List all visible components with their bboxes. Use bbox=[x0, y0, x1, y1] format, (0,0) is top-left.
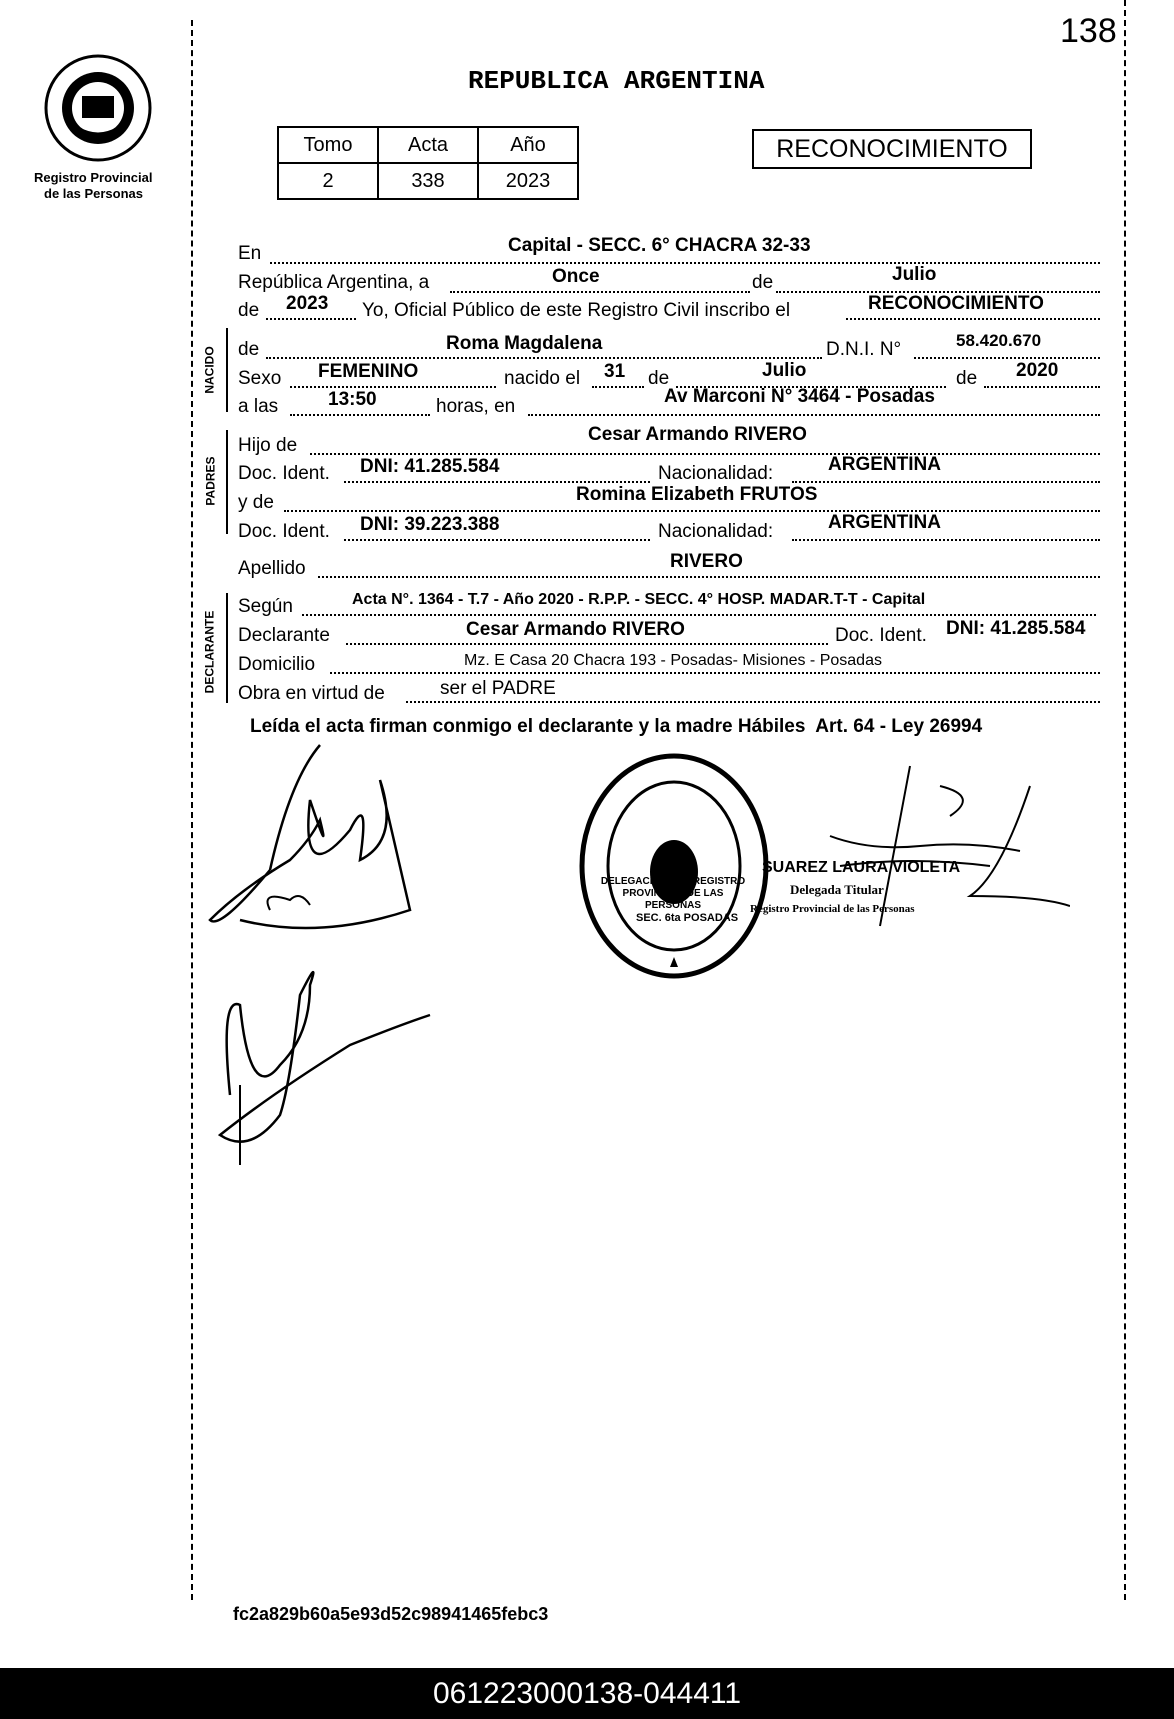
value-madre: Romina Elizabeth FRUTOS bbox=[576, 484, 818, 505]
value-madre-dni: DNI: 39.223.388 bbox=[360, 514, 500, 535]
value-declarante: Cesar Armando RIVERO bbox=[466, 619, 685, 640]
line-sexo bbox=[290, 386, 496, 388]
label-nac-de1: de bbox=[648, 368, 670, 389]
document-hash: fc2a829b60a5e93d52c98941465febc3 bbox=[233, 1604, 549, 1624]
value-anio: 2023 bbox=[478, 163, 578, 199]
value-padre-nacionalidad: ARGENTINA bbox=[828, 454, 941, 475]
stamp-section-text: SEC. 6ta POSADAS bbox=[636, 912, 739, 924]
value-lugar-registro: Capital - SECC. 6° CHACRA 32-33 bbox=[508, 235, 811, 256]
declarante-bracket bbox=[226, 593, 228, 703]
label-nac-de2: de bbox=[956, 368, 978, 389]
line-dia bbox=[450, 291, 750, 293]
label-obra: Obra en virtud de bbox=[238, 683, 385, 704]
section-label-padres: PADRES bbox=[203, 456, 218, 506]
line-declarante bbox=[346, 643, 828, 645]
label-madre-nacionalidad: Nacionalidad: bbox=[658, 521, 774, 542]
value-nac-mes: Julio bbox=[762, 360, 807, 381]
line-madre-nac bbox=[792, 539, 1100, 541]
registry-name-line2: de las Personas bbox=[44, 186, 143, 201]
label-hijo-de: Hijo de bbox=[238, 435, 298, 456]
line-en bbox=[270, 262, 1100, 264]
line-nac-anio bbox=[984, 386, 1100, 388]
value-dia: Once bbox=[552, 266, 600, 287]
line-madre bbox=[284, 510, 1100, 512]
header-tomo: Tomo bbox=[278, 127, 378, 163]
label-inscribo: Yo, Oficial Público de este Registro Civil inscribo el bbox=[362, 300, 791, 321]
label-padre-doc: Doc. Ident. bbox=[238, 463, 330, 484]
value-anio-inscripcion: 2023 bbox=[286, 293, 329, 314]
padres-bracket bbox=[226, 430, 228, 534]
left-margin-line bbox=[191, 20, 193, 1600]
value-tomo: 2 bbox=[278, 163, 378, 199]
header-anio: Año bbox=[478, 127, 578, 163]
label-en: En bbox=[238, 243, 262, 264]
label-nacido-el: nacido el bbox=[504, 368, 581, 389]
page-title: REPUBLICA ARGENTINA bbox=[468, 66, 765, 96]
line-padre-doc bbox=[344, 481, 650, 483]
label-hora: a las bbox=[238, 396, 279, 417]
value-lugar-nacimiento: Av Marconi N° 3464 - Posadas bbox=[664, 386, 935, 407]
label-dni: D.N.I. N° bbox=[826, 339, 902, 360]
right-margin-line bbox=[1124, 0, 1126, 1600]
value-acta: 338 bbox=[378, 163, 478, 199]
value-mes: Julio bbox=[892, 264, 937, 285]
line-domicilio bbox=[330, 672, 1100, 674]
document-type-box: RECONOCIMIENTO bbox=[752, 129, 1032, 169]
label-nombre: de bbox=[238, 339, 260, 360]
label-segun: Según bbox=[238, 596, 293, 617]
line-nombre bbox=[266, 357, 822, 359]
label-republica: República Argentina, a bbox=[238, 272, 430, 293]
footer-code-bar: 061223000138-044411 bbox=[0, 1668, 1174, 1719]
line-hora bbox=[290, 414, 430, 416]
header-acta: Acta bbox=[378, 127, 478, 163]
value-madre-nacionalidad: ARGENTINA bbox=[828, 512, 941, 533]
line-padre-nac bbox=[792, 481, 1100, 483]
label-madre-doc: Doc. Ident. bbox=[238, 521, 330, 542]
label-y-de: y de bbox=[238, 492, 274, 513]
label-declarante-doc: Doc. Ident. bbox=[835, 625, 927, 646]
value-padre: Cesar Armando RIVERO bbox=[588, 424, 807, 445]
value-obra: ser el PADRE bbox=[440, 678, 556, 699]
label-apellido: Apellido bbox=[238, 558, 306, 579]
section-label-declarante: DECLARANTE bbox=[202, 610, 217, 694]
value-segun: Acta N°. 1364 - T.7 - Año 2020 - R.P.P. - SECC. 4° HOSP. MADAR.T-T - Capital bbox=[352, 591, 926, 608]
label-horas-en: horas, en bbox=[436, 396, 516, 417]
value-padre-dni: DNI: 41.285.584 bbox=[360, 456, 500, 477]
stamp-ring-text: DELEGACION DEL REGISTRO PROVINCIAL DE LAS PERSONAS bbox=[600, 876, 746, 911]
value-declarante-dni: DNI: 41.285.584 bbox=[946, 618, 1086, 639]
closing-statement: Leída el acta firman conmigo el declarante y la madre Hábiles Art. 64 - Ley 26994 bbox=[250, 716, 983, 737]
value-nac-anio: 2020 bbox=[1016, 360, 1059, 381]
label-de-anio: de bbox=[238, 300, 260, 321]
officer-name: SUAREZ LAURA VIOLETA bbox=[762, 859, 961, 876]
line-segun bbox=[302, 614, 1096, 616]
value-tipo-inscripcion: RECONOCIMIENTO bbox=[868, 293, 1044, 314]
line-dni bbox=[914, 357, 1100, 359]
line-nac-dia bbox=[592, 386, 644, 388]
registry-name-line1: Registro Provincial bbox=[34, 170, 153, 185]
declarant-signature bbox=[200, 740, 440, 960]
value-hora: 13:50 bbox=[328, 389, 377, 410]
label-padre-nacionalidad: Nacionalidad: bbox=[658, 463, 774, 484]
line-madre-doc bbox=[344, 539, 650, 541]
nacido-bracket bbox=[226, 328, 228, 412]
page-number: 138 bbox=[1060, 12, 1117, 50]
officer-signature bbox=[740, 756, 1070, 946]
label-sexo: Sexo bbox=[238, 368, 282, 389]
label-de-mes: de bbox=[752, 272, 774, 293]
record-table-value-row bbox=[278, 163, 578, 199]
line-inscribo bbox=[846, 318, 1100, 320]
line-lugar-nac bbox=[528, 414, 1100, 416]
officer-org: Registro Provincial de las Personas bbox=[750, 903, 915, 915]
record-table-header-row bbox=[278, 127, 578, 163]
line-obra bbox=[406, 701, 1100, 703]
value-nac-dia: 31 bbox=[604, 361, 626, 382]
value-nombre: Roma Magdalena bbox=[446, 333, 603, 354]
line-padre bbox=[310, 453, 1100, 455]
label-declarante: Declarante bbox=[238, 625, 330, 646]
provincial-seal-logo bbox=[42, 52, 154, 164]
value-apellido: RIVERO bbox=[670, 551, 743, 572]
label-domicilio: Domicilio bbox=[238, 654, 316, 675]
value-domicilio: Mz. E Casa 20 Chacra 193 - Posadas- Misiones - Posadas bbox=[464, 652, 882, 669]
line-anio bbox=[266, 318, 356, 320]
value-dni: 58.420.670 bbox=[956, 331, 1042, 350]
mother-signature bbox=[210, 955, 440, 1165]
line-apellido bbox=[318, 576, 1100, 578]
value-sexo: FEMENINO bbox=[318, 361, 419, 382]
record-table bbox=[277, 126, 579, 200]
officer-title: Delegada Titular bbox=[790, 882, 884, 897]
section-label-nacido: NACIDO bbox=[202, 346, 217, 394]
